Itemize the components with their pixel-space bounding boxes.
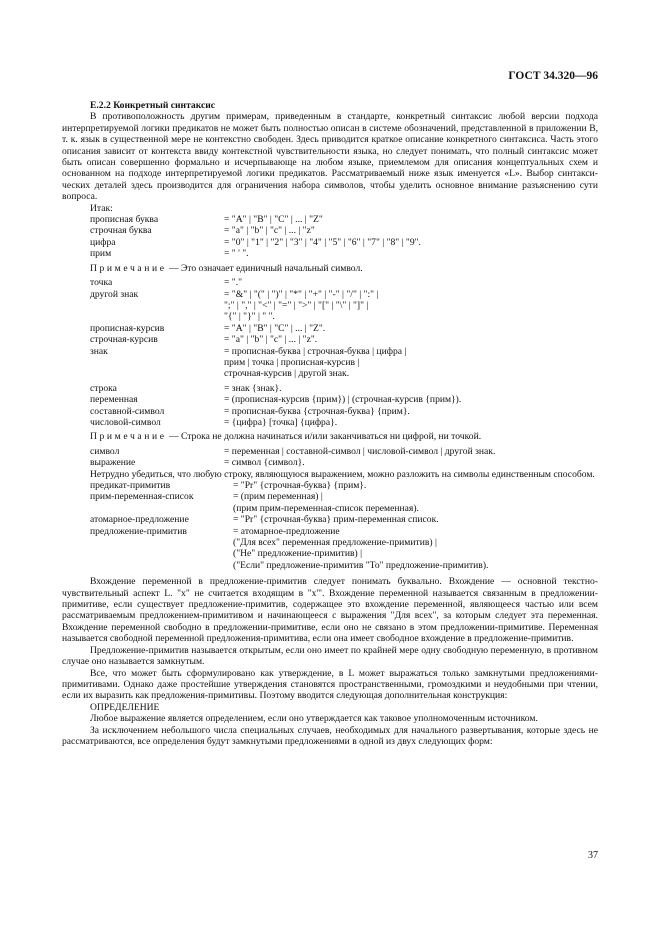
definition-line: = "Pr" {строчная-буква} {прим}. — [233, 480, 367, 491]
definitions-sentences — [90, 480, 488, 571]
definition-row — [90, 406, 461, 417]
definition-value — [233, 514, 488, 525]
definition-row — [90, 446, 495, 457]
definition-line: ("Для всех" переменная предложение-примитив) | — [233, 537, 437, 549]
note-text: — Это означает единичный начальный символ. — [166, 262, 363, 274]
definition-row — [90, 417, 461, 428]
definition-line: = "А" | "В" | "С" | ... | "Z" — [224, 214, 323, 226]
definition-row — [90, 383, 461, 394]
note-label: Примечание — [90, 262, 167, 274]
definition-line: строчная-курсив | другой знак. — [224, 368, 350, 380]
definition-value — [224, 346, 406, 380]
intro-itak: Итак: — [90, 202, 113, 214]
definition-term: выражение — [90, 457, 136, 469]
definition-line: = {цифра} [точка] {цифра}. — [224, 416, 338, 428]
definition-row — [90, 394, 461, 405]
definition-value — [224, 277, 406, 288]
paragraph-definition: Любое выражение является определением, если оно утверждается как таковое уполномоченным источником. — [90, 713, 538, 725]
definition-term: предложение-примитив — [90, 525, 187, 537]
definition-term: цифра — [90, 236, 116, 248]
note-text: — Строка не должна начинаться и/или заканчиваться ни цифрой, ни точкой. — [166, 431, 482, 443]
definition-line: = "a" | "b" | "c" | ... | "z". — [224, 334, 318, 346]
definition-line: = "&" | "(" | ")" | "*" | "+" | "-" | "/" | ":" | — [224, 288, 379, 300]
definition-term: атомарное-предложение — [90, 514, 189, 526]
note-2 — [62, 431, 598, 442]
definition-value — [224, 289, 406, 323]
definition-line: (прим прим-переменная-список переменная). — [233, 502, 419, 514]
definition-line: = "0" | "1" | "2" | "3" | "4" | "5" | "6" | "7" | "8" | "9". — [224, 236, 421, 248]
definition-row — [90, 289, 406, 323]
definition-line: = знак {знак}. — [224, 382, 282, 394]
note-label: Примечание — [90, 431, 167, 443]
definition-row — [90, 457, 495, 468]
definition-value — [224, 237, 421, 248]
definitions-strings — [90, 383, 461, 429]
definition-line: прим | точка | прописная-курсив | — [224, 356, 360, 368]
definition-line: ";" | "," | "<" | "=" | ">" | "[" | "\" | "]" | — [224, 299, 369, 311]
definition-line: = "а" | "b" | "с" | ... | "z" — [224, 225, 315, 237]
definition-line: = атомарное-предложение — [233, 525, 340, 537]
definition-line: = "A" | "B" | "C" | ... | "Z". — [224, 322, 326, 334]
definition-value — [224, 214, 421, 225]
definition-line: = (прим переменная) | — [233, 491, 323, 503]
definition-line: = прописная-буква {строчная-буква} {прим}. — [224, 405, 410, 417]
definition-term: переменная — [90, 394, 138, 406]
definition-term: прописная буква — [90, 214, 159, 226]
definition-heading: ОПРЕДЕЛЕНИЕ — [90, 701, 160, 713]
section-title: E.2.2 Конкретный синтаксис — [90, 100, 216, 111]
definition-value — [224, 417, 461, 428]
page-number: 37 — [588, 850, 598, 861]
check-paragraph: Нетрудно убедиться, что любую строку, являющуюся выражением, можно разложить на символы единственным способом. — [90, 468, 595, 480]
definition-term: строка — [90, 382, 117, 394]
document-header: ГОСТ 34.320—96 — [508, 70, 598, 82]
definition-line: = "." — [224, 277, 243, 289]
paragraph-open-closed: Предложение-примитив называется открытым, если оно имеет по крайней мере одну свободную переменную, в противном случае оно называется замкнутым. — [62, 644, 598, 668]
definition-line: = (прописная-курсив {прим}) | (строчная-курсив {прим}). — [224, 394, 462, 406]
definition-value — [224, 457, 495, 468]
definition-term: строчная буква — [90, 225, 152, 237]
paragraph-statements: Все, что может быть сформулировано как утверждение, в L может выражаться только замкнутыми предложениями-примитивами. Однако даже простейшие утверждения становятся пространственными, громоздкими и неудобными при чтении, если их выразить как предложения-примитивы. Поэтому вводится следующая дополнительная конструкция: — [62, 667, 598, 702]
definition-row — [90, 248, 421, 259]
definition-value — [224, 383, 461, 394]
definition-line: = " ' ". — [224, 248, 249, 260]
intro-paragraph: В противоположность другим примерам, приведенным в стандарте, конкретный синтаксис любой версии подхода интерпретируемой логики предикатов не может быть полностью описан в системе обозначений, представленной в приложении В, т. к. язык в существенной мере не контекстно свободен. Здесь приводится краткое описание конкретного синтаксиса. Часть этого описания зависит от контекста ввиду контекстной чувствительности языка, но следует понимать, что полный синтаксис может быть описан совершенно формально и исчерпывающе на любом языке, приемлемом для описания концептуальных схем и основанном на подходе интерпретируемой логики предикатов. Рассматриваемый ниже язык именуется «L». Выбор синтаксических деталей здесь производится для ограничения набора символов, чтобы уделить основное внимание разъяснению сути вопроса. — [62, 111, 598, 203]
definition-value — [224, 446, 495, 457]
paragraph-occurrence: Вхождение переменной в предложение-примитив следует понимать буквально. Вхождение — основной текстно-чувствительный аспект L. "х" не считается входящим в "х'". Вхождение переменной называется связанным в предложении-примитиве, если существует предложение-примитив, содержащее это вхождение переменной, являющееся частью или всем рассматриваемым предложением-примитивом и начинающееся с выражения "Для всех", за которым следует эта переменная. Вхождение переменной свободно в предложении-примитиве, если оно не связано в этом предложении-примитиве. Переменная называется свободной переменной предложения-примитива, если она имеет свободное вхождение в предложение-примитив. — [62, 576, 598, 645]
document-body — [62, 100, 598, 747]
note-1 — [62, 263, 598, 274]
definition-term: символ — [90, 445, 120, 457]
definition-value — [233, 480, 488, 491]
definition-term: строчная-курсив — [90, 334, 158, 346]
definition-line: = "Pr" {строчная-буква} прим-переменная список. — [233, 514, 439, 526]
definition-row — [90, 491, 488, 514]
definitions-symbols — [90, 446, 495, 469]
definition-line: ("Не" предложение-примитив) | — [233, 548, 363, 560]
definition-row — [90, 526, 488, 572]
definitions-signs — [90, 277, 406, 380]
definition-term: прим — [90, 248, 112, 260]
definition-row — [90, 225, 421, 236]
definition-line: = символ {символ}. — [224, 457, 305, 469]
definition-row — [90, 277, 406, 288]
definition-term: другой знак — [90, 288, 139, 300]
definition-row — [90, 346, 406, 380]
definition-term: предикат-примитив — [90, 480, 171, 491]
definition-term: точка — [90, 277, 113, 289]
definition-row — [90, 514, 488, 525]
definition-term: прописная-курсив — [90, 322, 165, 334]
definition-row — [90, 237, 421, 248]
definition-value — [233, 491, 488, 514]
definition-term: числовой-символ — [90, 416, 161, 428]
definition-term: прим-переменная-список — [90, 491, 194, 503]
definition-line: = переменная | составной-символ | числовой-символ | другой знак. — [224, 445, 496, 457]
definition-value — [224, 323, 406, 334]
definition-row — [90, 323, 406, 334]
paragraph-forms: За исключением небольшого числа специальных случаев, необходимых для начального развертывания, которые здесь не рассматриваются, все определения будут замкнутыми предложениями в одной из двух следующих форм: — [62, 724, 598, 747]
definition-value — [224, 225, 421, 236]
definition-value — [224, 248, 421, 259]
definition-term: знак — [90, 345, 108, 357]
definition-line: "{" | "}" | " ". — [224, 311, 275, 323]
definition-term: составной-символ — [90, 405, 165, 417]
definition-row — [90, 480, 488, 491]
definitions-basic — [90, 214, 421, 260]
definition-row — [90, 214, 421, 225]
definition-value — [224, 406, 461, 417]
definition-value — [224, 334, 406, 345]
definition-value — [224, 394, 461, 405]
definition-value — [233, 526, 488, 572]
definition-line: = прописная-буква | строчная-буква | цифра | — [224, 345, 407, 357]
definition-row — [90, 334, 406, 345]
definition-line: ("Если" предложение-примитив "То" предложение-примитив). — [233, 559, 489, 571]
